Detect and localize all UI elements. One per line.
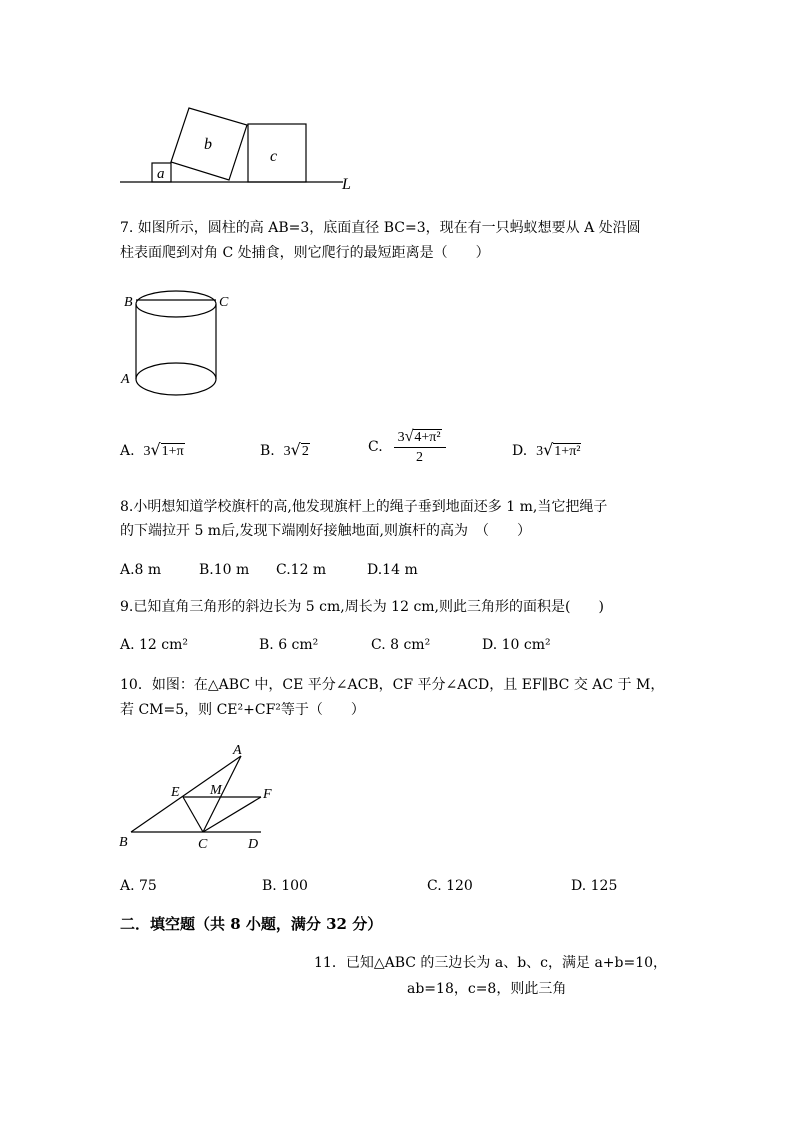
label-a: A — [233, 743, 242, 758]
q8-line2: 的下端拉开 5 m后,发现下端刚好接触地面,则旗杆的高为 （ ） — [120, 523, 531, 539]
q7-option-b[interactable]: B. 3√2 — [260, 440, 309, 459]
q10-option-a[interactable]: A. 75 — [120, 878, 157, 894]
q7-option-d[interactable]: D. 3√1+π² — [512, 440, 581, 459]
q7-line2: 柱表面爬到对角 C 处捕食，则它爬行的最短距离是（ ） — [120, 245, 490, 261]
label-m: M — [210, 783, 222, 798]
q10-line1: 10．如图：在△ABC 中，CE 平分∠ACB，CF 平分∠ACD，且 EF∥BC 交 AC 于 M， — [120, 677, 665, 693]
label-c: c — [270, 148, 278, 165]
label-e: E — [171, 785, 180, 800]
q9-option-d[interactable]: D. 10 cm² — [482, 637, 551, 653]
segment-ce — [183, 797, 203, 832]
segment-ba — [131, 756, 241, 832]
sqrt-icon: √ — [290, 440, 301, 459]
label-a: A — [121, 372, 130, 387]
q7-option-c[interactable]: C. $\frac{\text{3√4+π²}}{2}$ — [368, 428, 446, 466]
cylinder-top — [136, 291, 216, 317]
q8-line1: 8.小明想知道学校旗杆的高,他发现旗杆上的绳子垂到地面还多 1 m,当它把绳子 — [120, 499, 608, 515]
q10-option-c[interactable]: C. 120 — [427, 878, 473, 894]
sqrt-icon: √ — [150, 440, 161, 459]
q9-option-b[interactable]: B. 6 cm² — [259, 637, 319, 653]
label-b: b — [204, 136, 212, 153]
triangle-figure — [115, 740, 280, 855]
q10-line2: 若 CM=5，则 CE²+CF²等于（ ） — [120, 702, 365, 718]
cylinder-bottom — [136, 363, 216, 395]
label-c: C — [198, 837, 208, 852]
q11-line1: 11．已知△ABC 的三边长为 a、b、c，满足 a+b=10， — [314, 955, 668, 971]
q8-option-d[interactable]: D.14 m — [367, 562, 418, 578]
label-b: B — [124, 295, 133, 310]
q11-line2: ab=18，c=8，则此三角 — [407, 981, 567, 997]
q10-option-d[interactable]: D. 125 — [571, 878, 618, 894]
label-c: C — [219, 295, 229, 310]
sqrt-icon: √ — [543, 440, 554, 459]
q9-line1: 9.已知直角三角形的斜边长为 5 cm,周长为 12 cm,则此三角形的面积是( ) — [120, 599, 604, 615]
q8-option-a[interactable]: A.8 m — [120, 562, 162, 578]
cylinder-figure — [115, 288, 240, 403]
q9-option-a[interactable]: A. 12 cm² — [120, 637, 189, 653]
q7-option-a[interactable]: A. 3√1+π — [120, 440, 184, 459]
label-d: D — [248, 837, 259, 852]
section-heading: 二．填空题（共 8 小题，满分 32 分） — [120, 915, 383, 933]
squares-figure — [115, 100, 365, 195]
label-f: F — [263, 787, 272, 802]
label-a: a — [157, 166, 165, 182]
q10-option-b[interactable]: B. 100 — [262, 878, 308, 894]
label-b: B — [119, 835, 128, 850]
label-l: L — [342, 176, 351, 193]
sqrt-icon: √ — [404, 428, 414, 445]
q8-option-c[interactable]: C.12 m — [276, 562, 327, 578]
q8-option-b[interactable]: B.10 m — [199, 562, 250, 578]
q9-option-c[interactable]: C. 8 cm² — [371, 637, 431, 653]
q7-line1: 7. 如图所示，圆柱的高 AB=3，底面直径 BC=3，现在有一只蚂蚁想要从 A 处沿圆 — [120, 220, 641, 236]
